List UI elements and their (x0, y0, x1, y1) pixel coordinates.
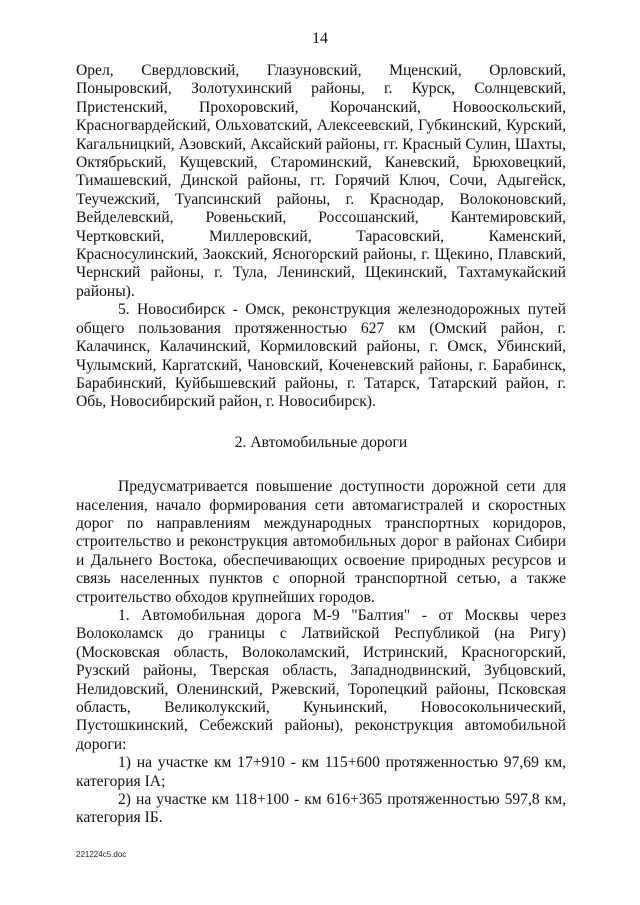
paragraph-item-5: 5. Новосибирск - Омск, реконструкция железнодорожных путей общего пользования протяженностью 627 км (Омский район, г. Калачинск, Калачинский, Кормиловский районы, г. Омск, Убинский, Чулымский, Каргатский, Чановский, Коченевский районы, г. Барабинск, Барабинский, Куйбышевский районы, г. Татарск, Татарский район, г. Обь, Новосибирский район, г. Новосибирск). (76, 301, 566, 411)
paragraph-intro: Предусматривается повышение доступности дорожной сети для населения, начало формирования сети автомагистралей и скоростных дорог по направлениям международных транспортных коридоров, строительство и реконструкция автомобильных дорог в районах Сибири и Дальнего Востока, обеспечивающих освоение природных ресурсов и связь населенных пунктов с опорной транспортной сетью, а также строительство обходов крупнейших городов. (76, 478, 566, 606)
paragraph-item-1: 1. Автомобильная дорога М-9 "Балтия" - от Москвы через Волоколамск до границы с Латвийской Республикой (на Ригу) (Московская область, Волоколамский, Истринский, Красногорский, Рузский районы, Тверская область, Западнодвинский, Зубцовский, Нелидовский, Оленинский, Ржевский, Торопецкий районы, Псковская область, Великолукский, Куньинский, Новосокольнический, Пустошкинский, Себежский районы), реконструкция автомобильной дороги: (76, 606, 566, 753)
document-body (76, 62, 566, 828)
paragraph-subitem-2: 2) на участке км 118+100 - км 616+365 протяженностью 597,8 км, категория IБ. (76, 791, 566, 827)
page-number: 14 (312, 30, 328, 47)
file-name-footer: 221224с5.doc (76, 850, 127, 859)
section-heading: 2. Автомобильные дороги (234, 433, 408, 451)
paragraph-region-list: Орел, Свердловский, Глазуновский, Мценский, Орловский, Поныровский, Золотухинский районы, г. Курск, Солнцевский, Пристенский, Прохоровский, Корочанский, Новооскольский, Красногвардейский, Ольховатский, Алексеевский, Губкинский, Курский, Кагальницкий, Азовский, Аксайский районы, гг. Красный Сулин, Шахты, Октябрьский, Кущевский, Староминский, Каневский, Брюховецкий, Тимашевский, Динской районы, гг. Горячий Ключ, Сочи, Адыгейск, Теучежский, Туапсинский районы, г. Краснодар, Волоконовский, Вейделевский, Ровеньский, Россошанский, Кантемировский, Чертковский, Миллеровский, Тарасовский, Каменский, Красносулинский, Заокский, Ясногорский районы, г. Щекино, Плавский, Чернский районы, г. Тула, Ленинский, Щекинский, Тахтамукайский районы). (76, 62, 566, 300)
paragraph-subitem-1: 1) на участке км 17+910 - км 115+600 протяженностью 97,69 км, категория IA; (76, 754, 566, 790)
